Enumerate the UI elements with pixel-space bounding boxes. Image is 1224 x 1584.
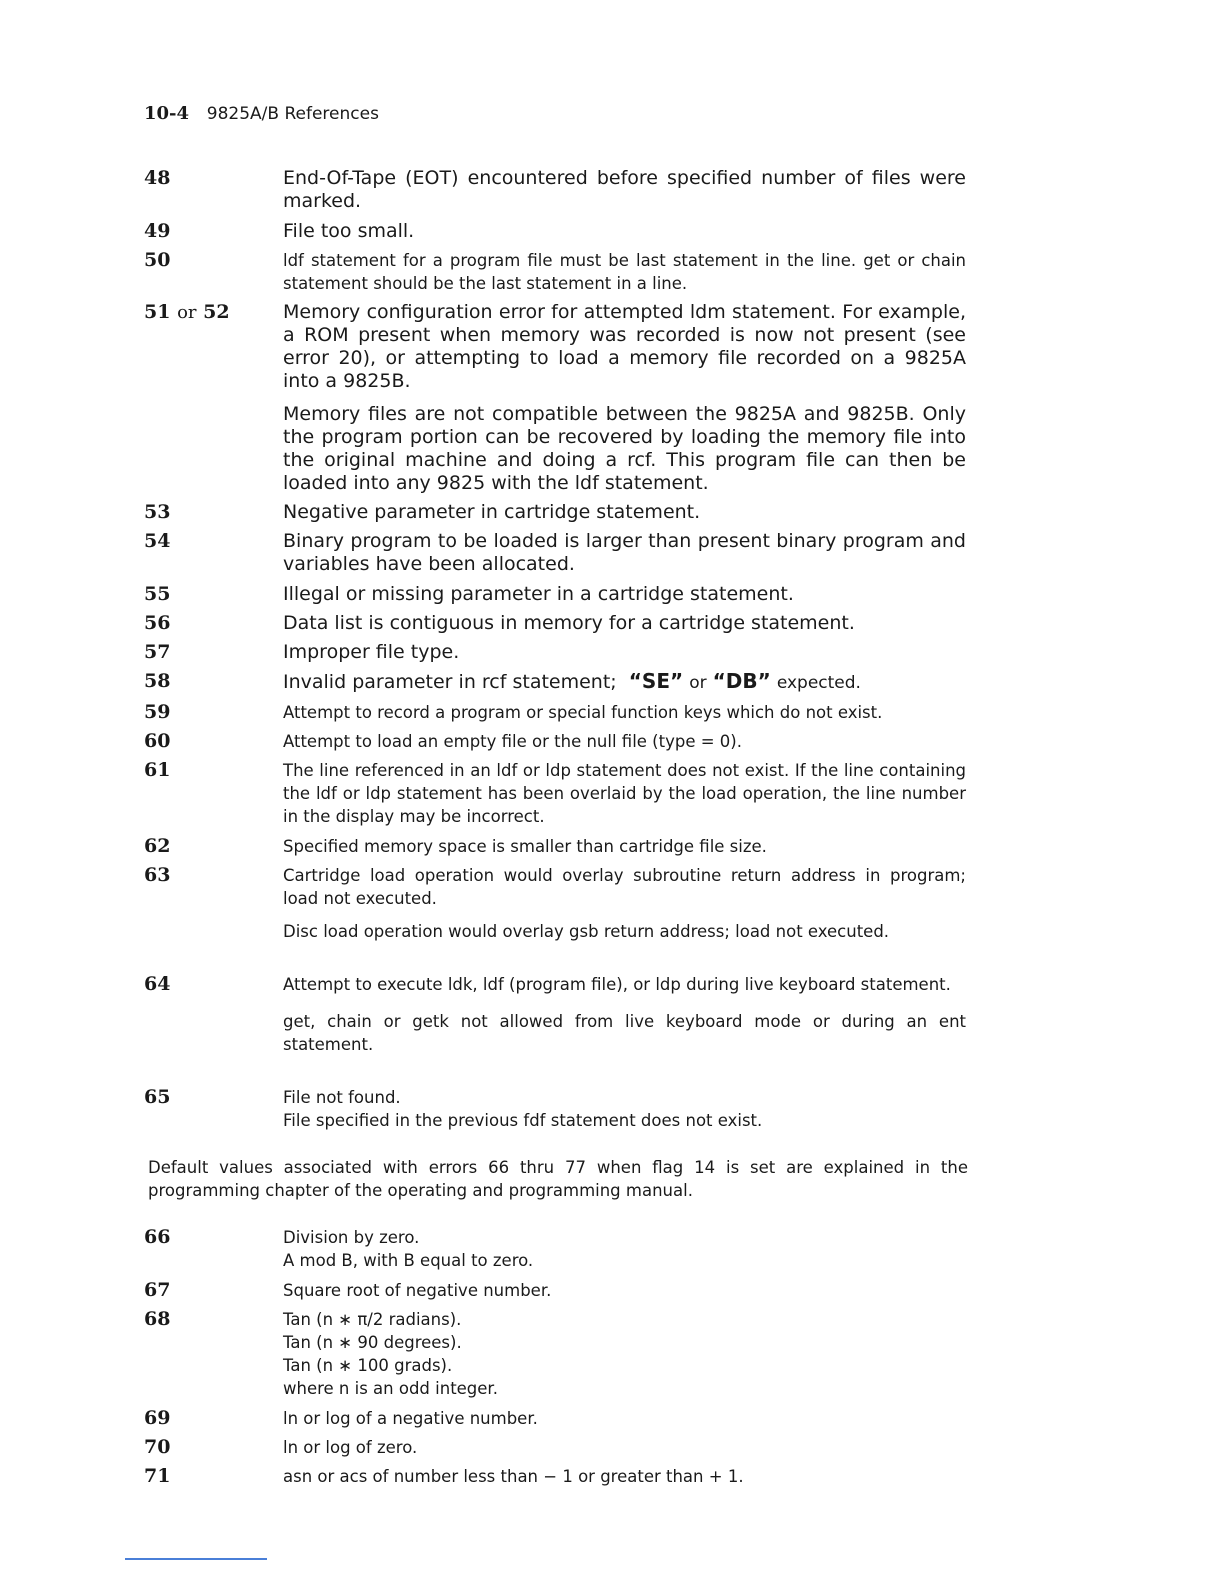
error-number: 58 (144, 670, 171, 692)
error-description: Data list is contiguous in memory for a cartridge statement. (283, 612, 855, 634)
error-description: Binary program to be loaded is larger than present binary program and variables have been allocated. (283, 530, 966, 575)
error-number: 51 or 52 (144, 301, 230, 323)
error-number: 69 (144, 1407, 171, 1429)
error-number: 54 (144, 530, 171, 552)
error-entry-60 (144, 730, 966, 753)
page-number: 10-4 (144, 103, 190, 124)
error-description: Illegal or missing parameter in a cartridge statement. (283, 583, 794, 605)
error-number: 67 (144, 1279, 171, 1301)
error-number: 57 (144, 641, 171, 663)
error-entry-55 (144, 583, 966, 606)
error-description: asn or acs of number less than − 1 or greater than + 1. (283, 1467, 744, 1486)
error-description: Cartridge load operation would overlay subroutine return address in program; load not executed. Disc load operation would overlay gsb return address; load not executed. (283, 866, 966, 941)
error-description: Attempt to load an empty file or the null file (type = 0). (283, 732, 742, 751)
error-number: 65 (144, 1086, 171, 1108)
error-entry-49 (144, 220, 966, 243)
error-entry-50 (144, 249, 966, 295)
error-entry-54 (144, 530, 966, 576)
error-description: Specified memory space is smaller than cartridge file size. (283, 837, 767, 856)
error-number: 56 (144, 612, 171, 634)
error-description: The line referenced in an ldf or ldp statement does not exist. If the line containing the ldf or ldp statement has been overlaid by the load operation, the line number in the display may be incorrect. (283, 761, 966, 826)
error-entry-53 (144, 501, 966, 524)
error-description: File too small. (283, 220, 415, 242)
error-description: Memory configuration error for attempted ldm statement. For example, a ROM present when memory was recorded is now not present (see error 20), or attempting to load a memory file recorded on a 9825A into a 9825B. Memory files are not compatible between the 9825A and 9825B. Only the program portion can be recovered by loading the memory file into the original machine and doing a rcf. This program file can then be loaded into any 9825 with the ldf statement. (283, 301, 966, 494)
error-entry-62 (144, 835, 966, 858)
error-entry-57 (144, 641, 966, 664)
error-entry-69 (144, 1407, 966, 1430)
error-entry-70 (144, 1436, 966, 1459)
error-entry-64 (144, 973, 966, 1056)
error-description: Tan (n ∗ π/2 radians). Tan (n ∗ 90 degrees). Tan (n ∗ 100 grads). where n is an odd integer. (283, 1310, 498, 1398)
error-number: 64 (144, 973, 171, 995)
error-number: 59 (144, 701, 171, 723)
error-number: 61 (144, 759, 171, 781)
error-description: Square root of negative number. (283, 1281, 552, 1300)
error-description: Attempt to execute ldk, ldf (program file), or ldp during live keyboard statement. get, chain or getk not allowed from live keyboard mode or during an ent statement. (283, 975, 966, 1054)
page-header (144, 103, 379, 124)
error-number: 60 (144, 730, 171, 752)
error-number: 49 (144, 220, 171, 242)
error-description: Attempt to record a program or special function keys which do not exist. (283, 703, 883, 722)
error-entry-61 (144, 759, 966, 828)
error-description: ln or log of a negative number. (283, 1409, 538, 1428)
error-description: End-Of-Tape (EOT) encountered before specified number of files were marked. (283, 167, 966, 212)
error-number: 48 (144, 167, 171, 189)
error-entry-51-52 (144, 301, 966, 495)
error-description: ln or log of zero. (283, 1438, 418, 1457)
error-entry-56 (144, 612, 966, 635)
error-number: 53 (144, 501, 171, 523)
footer-rule (125, 1558, 267, 1560)
error-number: 55 (144, 583, 171, 605)
error-number: 66 (144, 1226, 171, 1248)
error-number: 70 (144, 1436, 171, 1458)
error-description: Invalid parameter in rcf statement; “SE” or “DB” expected. (283, 669, 861, 693)
error-entry-65 (144, 1086, 966, 1132)
error-entry-71 (144, 1465, 966, 1488)
error-number: 68 (144, 1308, 171, 1330)
error-entry-58 (144, 670, 966, 695)
section-title: 9825A/B References (206, 104, 379, 124)
error-entry-48 (144, 167, 966, 213)
error-number: 63 (144, 864, 171, 886)
error-description: ldf statement for a program file must be last statement in the line. get or chain statement should be the last statement in a line. (283, 251, 966, 293)
error-description: Improper file type. (283, 641, 460, 663)
error-number: 71 (144, 1465, 171, 1487)
error-description: Division by zero. A mod B, with B equal to zero. (283, 1228, 534, 1270)
error-description: Negative parameter in cartridge statement. (283, 501, 701, 523)
error-entry-68 (144, 1308, 966, 1400)
error-entry-67 (144, 1279, 966, 1302)
error-description: File not found. File specified in the previous fdf statement does not exist. (283, 1088, 763, 1130)
default-values-note: Default values associated with errors 66 thru 77 when flag 14 is set are explained in the programming chapter of the operating and programming manual. (148, 1158, 968, 1200)
error-number: 50 (144, 249, 171, 271)
error-number: 62 (144, 835, 171, 857)
error-entry-63 (144, 864, 966, 943)
error-entry-59 (144, 701, 966, 724)
error-entry-66 (144, 1226, 966, 1272)
